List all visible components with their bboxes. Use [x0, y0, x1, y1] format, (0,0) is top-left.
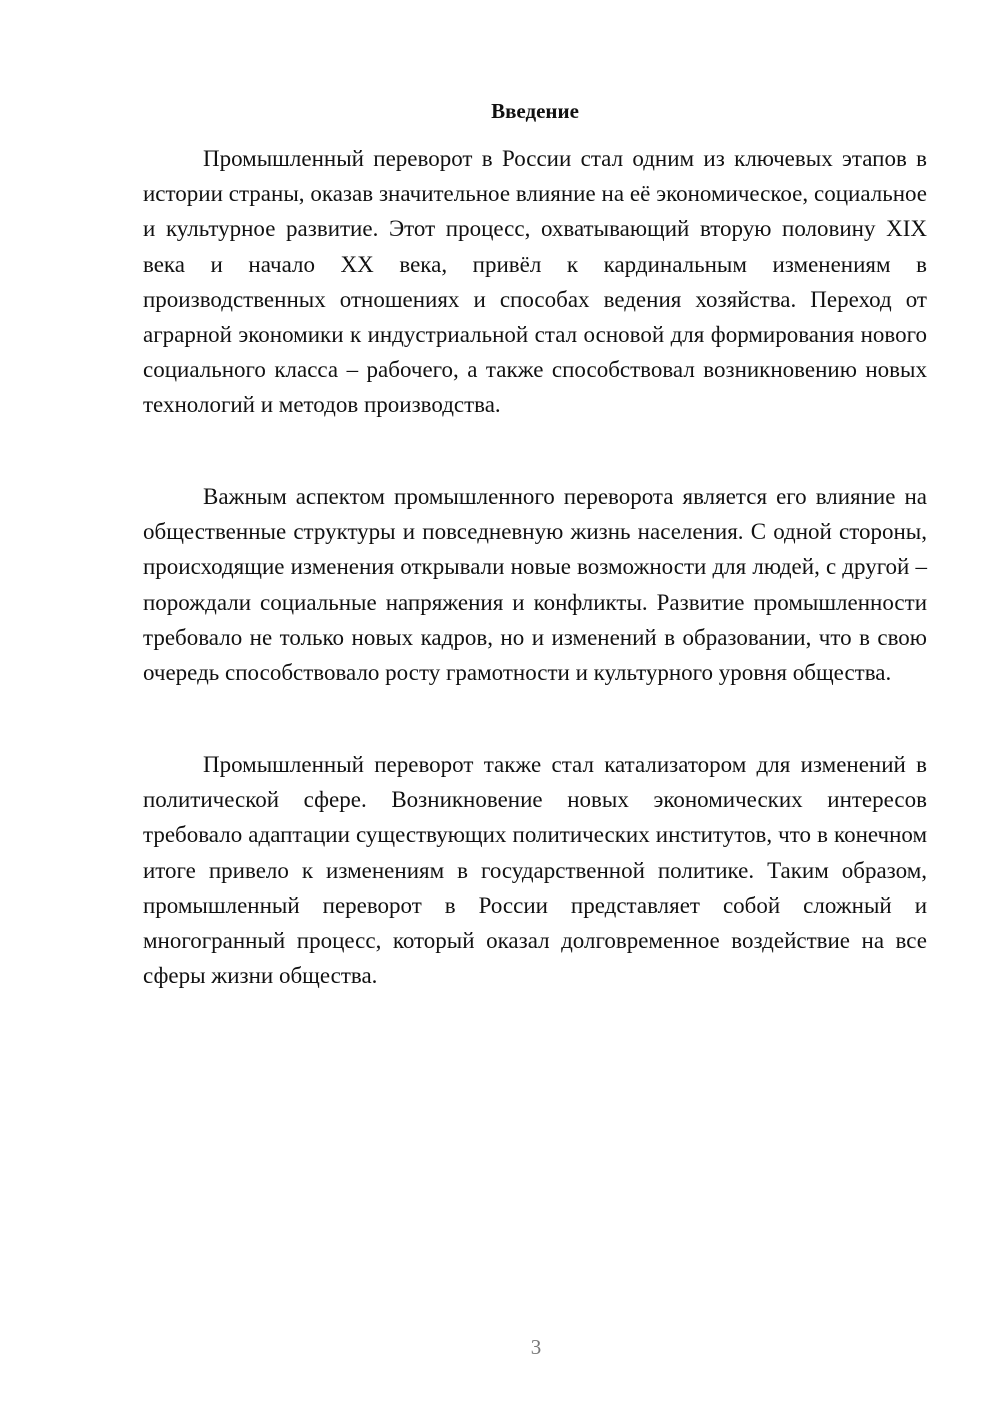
paragraph-3: Промышленный переворот также стал катализатором для изменений в политической сфере. Возникновение новых экономических интересов требовало адаптации существующих политических институтов, что в конечном итоге привело к изменениям в государственной политике. Таким образом, промышленный переворот в России представляет собой сложный и многогранный процесс, который оказал долговременное воздействие на все сферы жизни общества.	[143, 752, 927, 989]
paragraph-2: Важным аспектом промышленного переворота является его влияние на общественные структуры и повседневную жизнь населения. С одной стороны, происходящие изменения открывали новые возможности для людей, с другой – порождали социальные напряжения и конфликты. Развитие промышленности требовало не только новых кадров, но и изменений в образовании, что в свою очередь способствовало росту грамотности и культурного уровня общества.	[143, 484, 927, 686]
paragraph-1: Промышленный переворот в России стал одним из ключевых этапов в истории страны, оказав значительное влияние на её экономическое, социальное и культурное развитие. Этот процесс, охватывающий вторую половину XIX века и начало XX века, привёл к кардинальным изменениям в производственных отношениях и способах ведения хозяйства. Переход от аграрной экономики к индустриальной стал основой для формирования нового социального класса – рабочего, а также способствовал возникновению новых технологий и методов производства.	[143, 146, 927, 418]
section-heading: Введение	[491, 99, 579, 123]
page-number: 3	[530, 1335, 542, 1359]
